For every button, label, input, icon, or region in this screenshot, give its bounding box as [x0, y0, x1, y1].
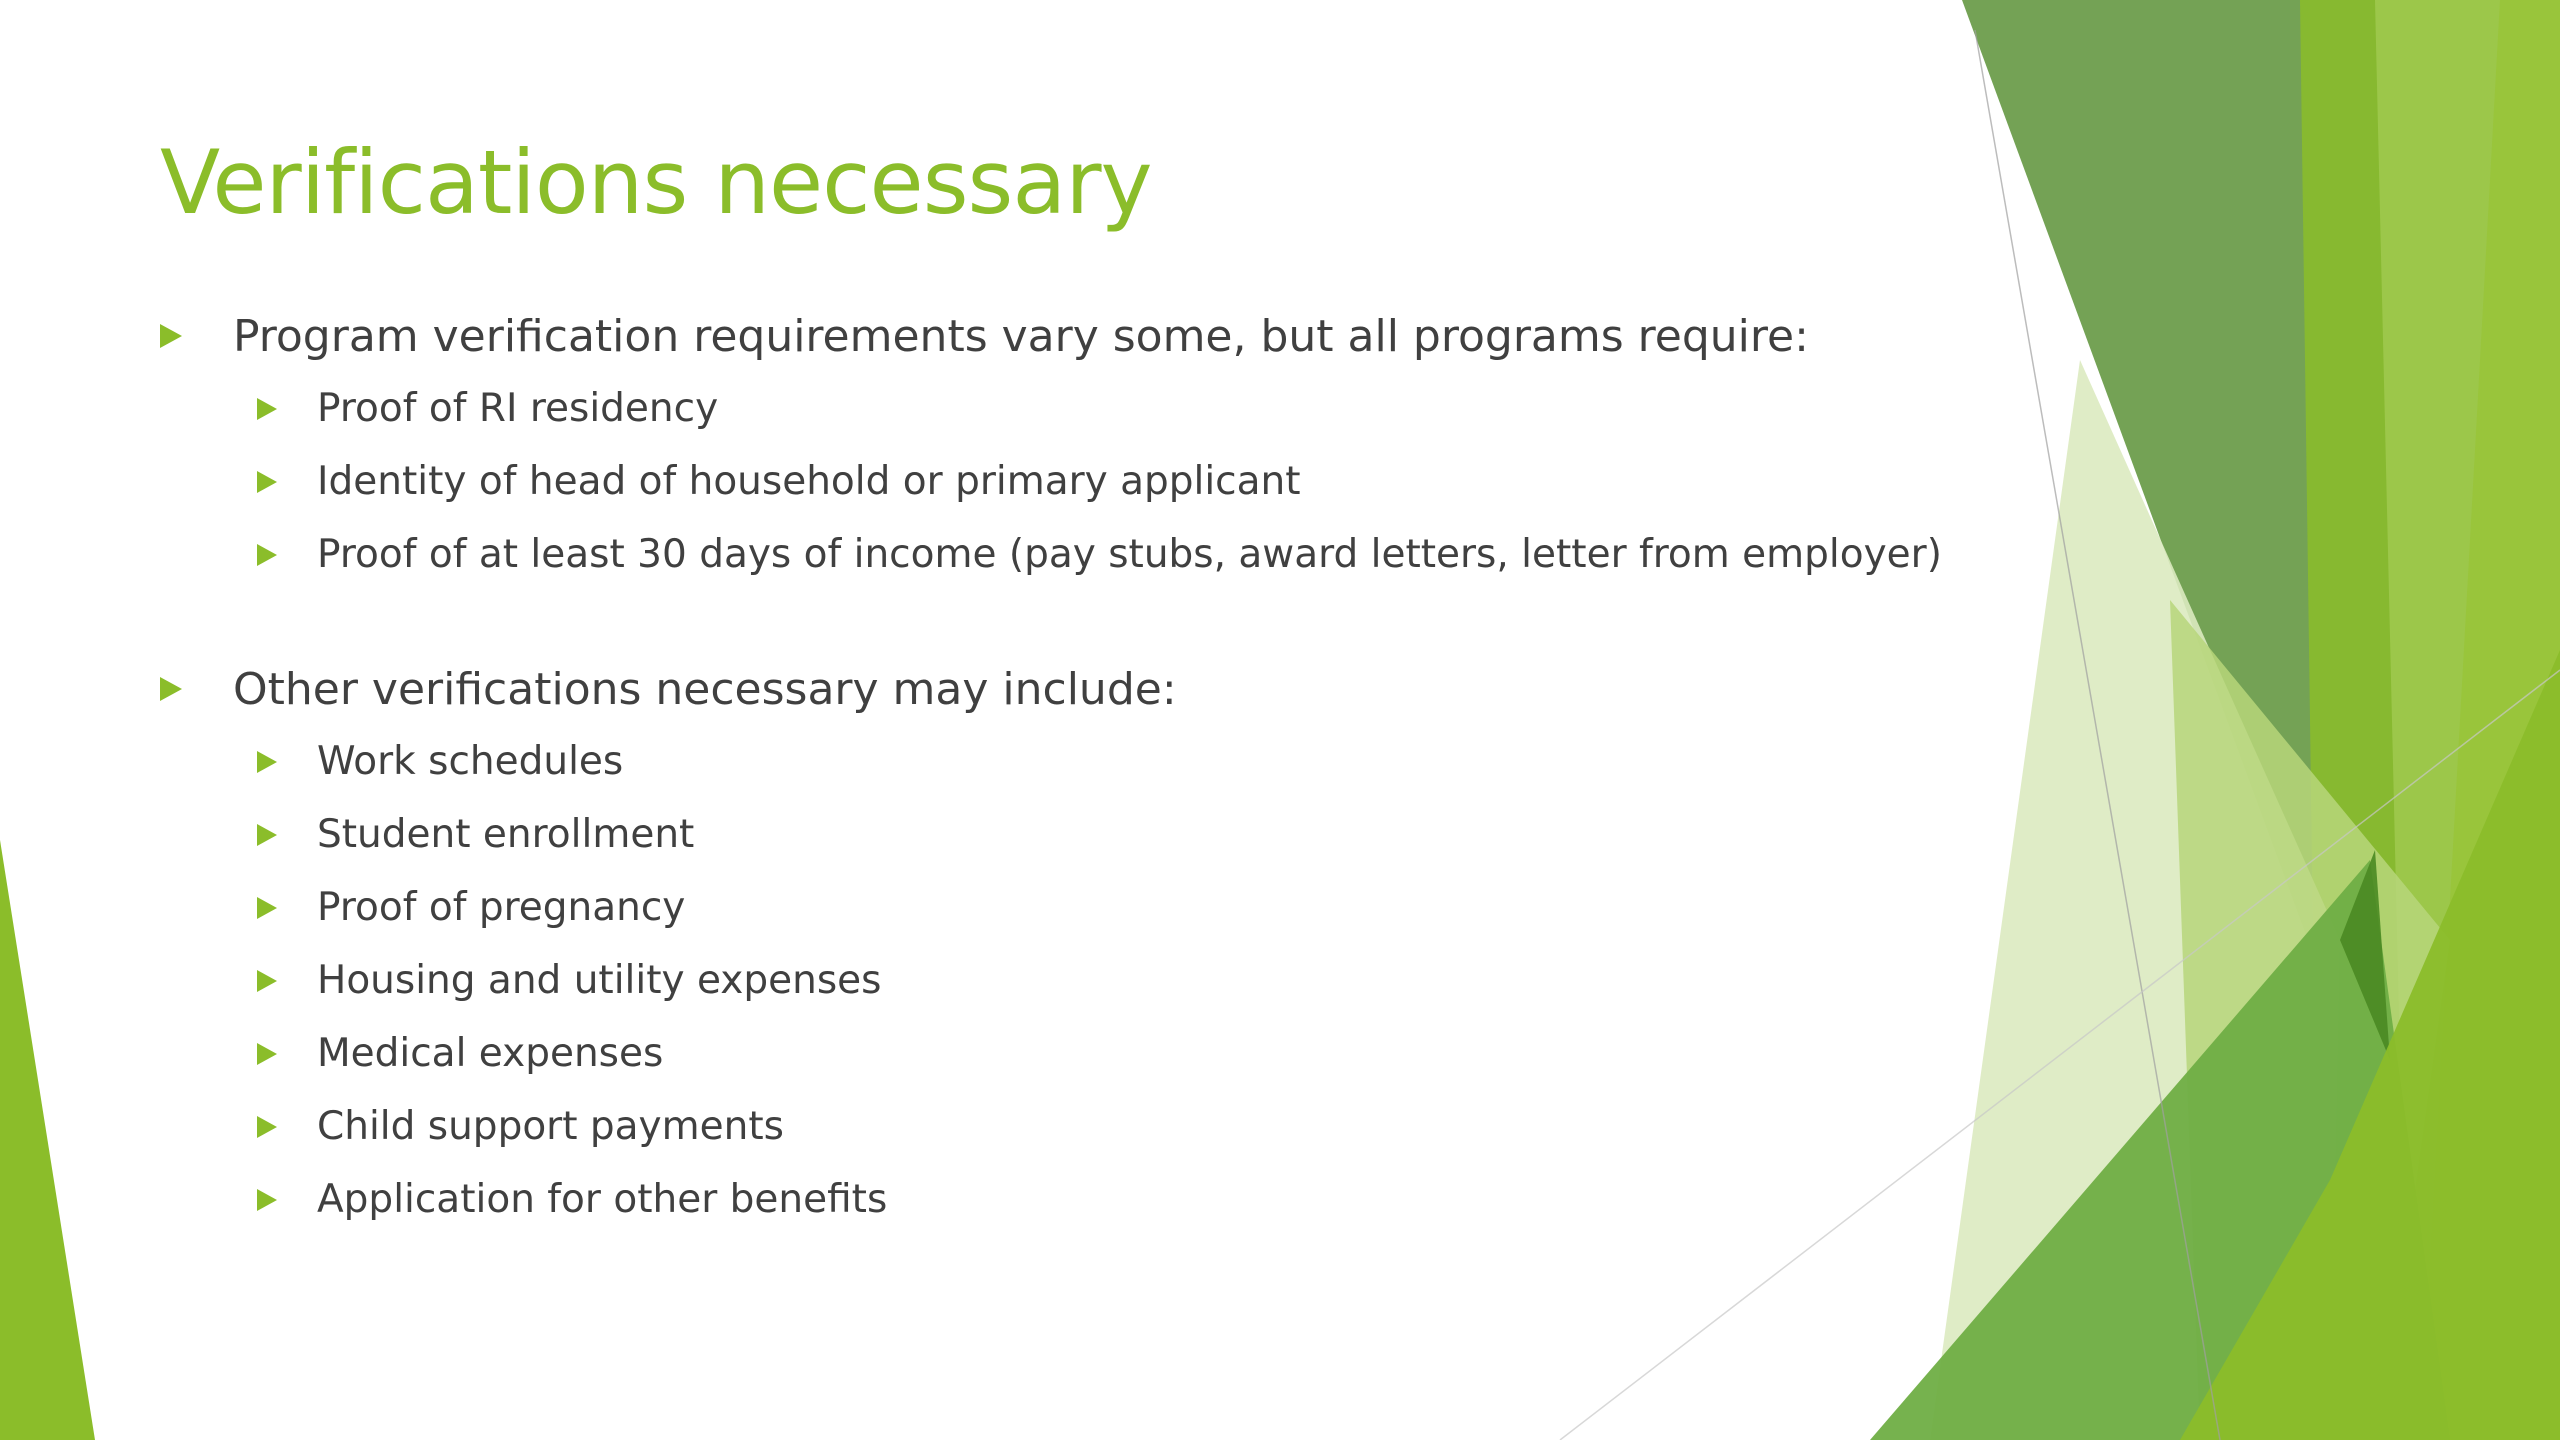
bullet-level2: [257, 798, 1960, 871]
bullet-level2: [257, 372, 1960, 445]
triangle-right-icon: [257, 897, 277, 919]
bullet-text: Child support payments: [317, 1104, 784, 1149]
triangle-right-icon: [257, 471, 277, 493]
triangle-right-icon: [257, 751, 277, 773]
triangle-right-icon: [257, 970, 277, 992]
bullet-text: Medical expenses: [317, 1031, 664, 1076]
triangle-right-icon: [257, 544, 277, 566]
decor-left-wedge: [0, 840, 95, 1440]
bullet-level1: [160, 300, 1960, 372]
bullet-level2: [257, 1090, 1960, 1163]
bullet-text: Application for other benefits: [317, 1177, 888, 1222]
bullet-group-program-requirements: [160, 300, 1960, 591]
bullet-level2: [257, 944, 1960, 1017]
slide-content: [160, 300, 1960, 1236]
bullet-text: Proof of at least 30 days of income (pay stubs, award letters, letter from employer): [317, 532, 1942, 577]
bullet-level2: [257, 871, 1960, 944]
triangle-right-icon: [160, 677, 182, 701]
slide-title: Verifications necessary: [160, 131, 1152, 234]
triangle-right-icon: [257, 1043, 277, 1065]
bullet-text: Identity of head of household or primary applicant: [317, 459, 1301, 504]
triangle-right-icon: [257, 824, 277, 846]
bullet-level2: [257, 725, 1960, 798]
triangle-right-icon: [257, 1116, 277, 1138]
bullet-text: Work schedules: [317, 739, 624, 784]
bullet-group-other-verifications: [160, 653, 1960, 1236]
bullet-level1: [160, 653, 1960, 725]
bullet-level2: [257, 445, 1960, 518]
triangle-right-icon: [257, 1189, 277, 1211]
bullet-text: Student enrollment: [317, 812, 695, 857]
triangle-right-icon: [160, 324, 182, 348]
bullet-text: Housing and utility expenses: [317, 958, 882, 1003]
bullet-text: Proof of RI residency: [317, 386, 719, 431]
bullet-level2: [257, 1163, 1960, 1236]
bullet-text: Other verifications necessary may include:: [233, 663, 1177, 715]
bullet-text: Proof of pregnancy: [317, 885, 686, 930]
bullet-text: Program verification requirements vary some, but all programs require:: [233, 310, 1809, 362]
triangle-right-icon: [257, 398, 277, 420]
bullet-level2: [257, 1017, 1960, 1090]
bullet-level2: [257, 518, 1960, 591]
